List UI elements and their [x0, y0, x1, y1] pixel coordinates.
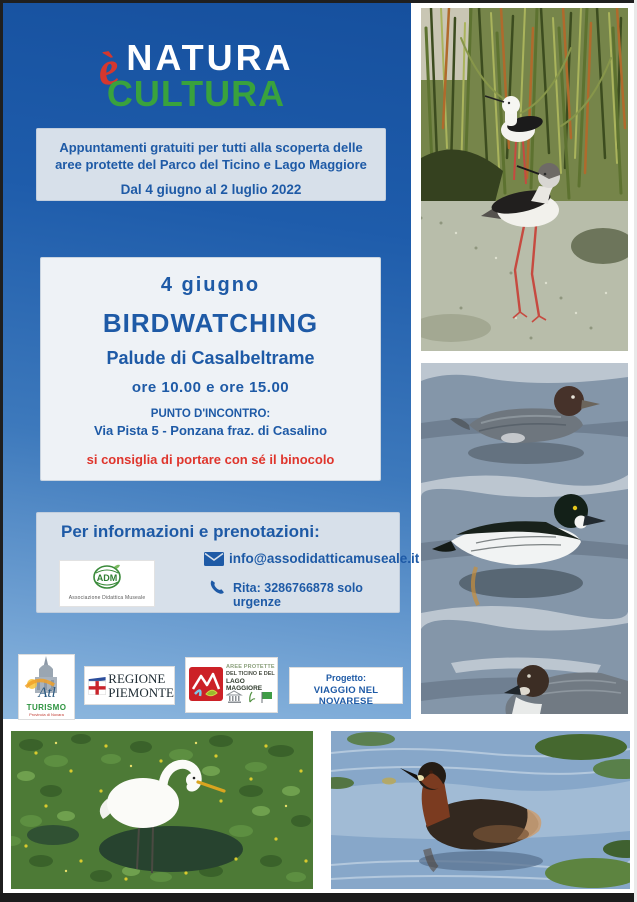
adm-caption: Associazione Didattica Museale: [68, 595, 146, 601]
atl-mole-icon: [20, 655, 73, 701]
event-box: [40, 257, 381, 481]
aree-line-3: LAGO MAGGIORE: [226, 678, 263, 692]
progetto-label: Progetto:: [326, 673, 366, 683]
aree-line-1: AREE PROTETTE: [226, 664, 275, 670]
event-location: Palude di Casalbeltrame: [106, 348, 315, 368]
intro-box: [36, 128, 386, 201]
phone-icon: [209, 579, 225, 595]
contact-box: [36, 512, 420, 613]
progetto-box: [289, 667, 403, 707]
contact-heading: Per informazioni e prenotazioni:: [61, 522, 320, 541]
aree-partner-icons: [226, 690, 276, 704]
event-date: 4 giugno: [160, 274, 261, 296]
regione-piemonte-logo: [84, 666, 175, 705]
event-meeting-label: PUNTO D'INCONTRO:: [150, 408, 271, 420]
contact-email[interactable]: info@assodidatticamuseale.it: [229, 551, 420, 566]
aree-protette-icon: [189, 667, 223, 701]
piemonte-flag-icon: [88, 671, 106, 700]
event-meeting-address: Via Pista 5 - Ponzana fraz. di Casalino: [93, 423, 328, 438]
intro-line-1: Appuntamenti gratuiti per tutti alla scoperta delle: [59, 140, 363, 155]
adm-logo-icon: [90, 563, 124, 593]
frame-top-edge: [0, 0, 637, 3]
photo-black-winged-stilts: [421, 8, 628, 351]
regione-line-2: PIEMONTE: [108, 684, 174, 700]
event-note: si consiglia di portare con sé il binocolo: [86, 452, 335, 467]
photo-great-egret: [11, 731, 313, 889]
event-times: ore 10.00 e ore 15.00: [131, 379, 290, 396]
logo-word-cultura: CULTURA: [106, 73, 286, 114]
frame-bottom-edge: [0, 893, 637, 902]
frame-left-edge: [0, 0, 3, 902]
atl-script: Atl: [38, 685, 56, 701]
logo-accent-e: è: [93, 41, 124, 97]
intro-dates: Dal 4 giugno al 2 luglio 2022: [120, 182, 302, 197]
atl-turismo-logo: [18, 654, 75, 720]
contact-phone: Rita: 3286766878 solo urgenze: [233, 581, 363, 609]
adm-logo-card: [59, 560, 155, 607]
photo-little-grebe: [331, 731, 630, 889]
logo-natura-cultura: [60, 38, 360, 122]
aree-protette-logo: [185, 657, 278, 713]
envelope-icon: [204, 552, 224, 566]
logo-word-natura: NATURA: [126, 37, 294, 78]
aree-line-2: DEL TICINO E DEL: [226, 671, 275, 677]
photo-goldeneye-ducks: [421, 363, 628, 714]
regione-text: [108, 672, 174, 700]
aree-text: [226, 664, 276, 692]
regione-line-1: REGIONE: [108, 670, 166, 686]
atl-name: TURISMO: [26, 703, 67, 712]
progetto-name: VIAGGIO NEL NOVARESE: [313, 685, 379, 707]
adm-acronym: ADM: [96, 573, 118, 583]
intro-line-2: aree protette del Parco del Ticino e Lago Maggiore: [55, 157, 367, 172]
event-title: BIRDWATCHING: [102, 308, 319, 338]
atl-subtitle: Provincia di Novara: [29, 712, 64, 717]
